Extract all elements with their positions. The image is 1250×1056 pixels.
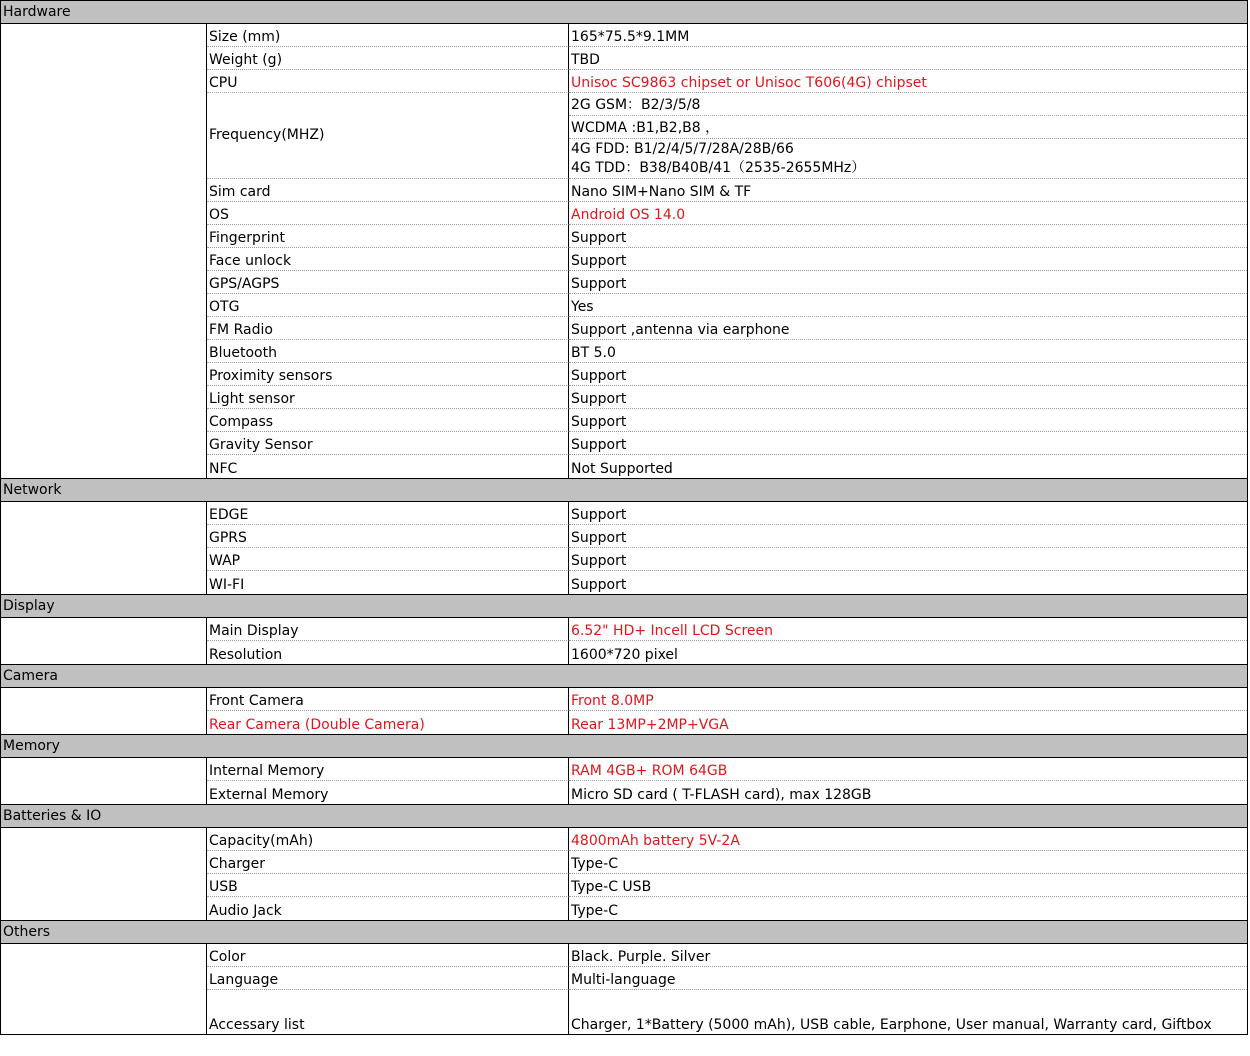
spec-label: CPU [207,70,569,93]
spec-label: NFC [207,455,569,478]
section-memory [0,734,1248,804]
section-camera [0,664,1248,734]
spec-label: USB [207,874,569,897]
section-header: Network [1,479,1247,502]
section-header: Hardware [1,1,1247,24]
spec-label: Face unlock [207,248,569,271]
section-header: Display [1,595,1247,618]
spec-label: OTG [207,294,569,317]
spec-label: Main Display [207,618,569,641]
spec-label: Light sensor [207,386,569,409]
section-indent-cell [1,758,207,804]
spec-value: BT 5.0 [569,340,1247,363]
spec-label: WI-FI [207,571,569,594]
spec-value: Unisoc SC9863 chipset or Unisoc T606(4G) chipset [569,70,1247,93]
section-network [0,478,1248,594]
spec-value: Charger, 1*Battery (5000 mAh), USB cable, Earphone, User manual, Warranty card, Giftbox [571,1017,1212,1033]
section-header: Memory [1,735,1247,758]
spec-label: Proximity sensors [207,363,569,386]
spec-value: 4800mAh battery 5V-2A [569,828,1247,851]
spec-value: Micro SD card ( T-FLASH card), max 128GB [571,787,872,803]
spec-value-list [569,93,1247,179]
spec-value: Type-C [569,851,1247,874]
spec-value: Support [569,225,1247,248]
spec-label: WAP [207,548,569,571]
spec-label: Internal Memory [207,758,569,781]
section-indent-cell [1,688,207,734]
spec-label: Compass [207,409,569,432]
frequency-band-line: WCDMA :B1,B2,B8 ， [569,116,1247,139]
section-header: Batteries & IO [1,805,1247,828]
spec-value: RAM 4GB+ ROM 64GB [569,758,1247,781]
spec-label: Front Camera [207,688,569,711]
section-display [0,594,1248,664]
section-indent-cell [1,944,207,1034]
section-indent-cell [1,618,207,664]
spec-value: 165*75.5*9.1MM [569,24,1247,47]
spec-label: Audio Jack [207,897,569,920]
spec-value: Multi-language [569,967,1247,990]
spec-label: Size (mm) [207,24,569,47]
spec-label: Gravity Sensor [207,432,569,455]
spec-label: Rear Camera (Double Camera) [207,711,569,734]
spec-label: Color [207,944,569,967]
spec-value: Support [569,525,1247,548]
spec-value: Nano SIM+Nano SIM & TF [569,179,1247,202]
spec-value: Support [569,502,1247,525]
spec-label: GPRS [207,525,569,548]
spec-value: Support [569,386,1247,409]
spec-label: Bluetooth [207,340,569,363]
section-header: Others [1,921,1247,944]
spec-label: Fingerprint [207,225,569,248]
section-indent-cell [1,502,207,594]
spec-value: Rear 13MP+2MP+VGA [571,717,729,733]
spec-value: Android OS 14.0 [569,202,1247,225]
spec-value: Support [569,363,1247,386]
section-indent-cell [1,24,207,478]
spec-value: Support [569,409,1247,432]
spec-label: Accessary list [207,990,569,1034]
spec-value: Yes [569,294,1247,317]
section-batteries-io [0,804,1248,920]
spec-label: Language [207,967,569,990]
spec-value: Black. Purple. Silver [569,944,1247,967]
spec-value: Not Supported [571,461,673,477]
spec-label: Weight (g) [207,47,569,70]
table-bottom-border [0,1034,1248,1035]
spec-value: Front 8.0MP [569,688,1247,711]
spec-label: GPS/AGPS [207,271,569,294]
spec-value: Support [569,548,1247,571]
spec-value: Support [569,271,1247,294]
section-header: Camera [1,665,1247,688]
spec-label: Sim card [207,179,569,202]
spec-label: Resolution [207,641,569,664]
spec-value: Support [569,248,1247,271]
spec-label: Capacity(mAh) [207,828,569,851]
spec-value: TBD [569,47,1247,70]
section-others [0,920,1248,1034]
spec-label: FM Radio [207,317,569,340]
spec-value: Support [569,432,1247,455]
spec-value: 1600*720 pixel [571,647,678,663]
spec-label: Frequency(MHZ) [207,93,569,179]
frequency-band-line: 2G GSM：B2/3/5/8 [569,93,1247,116]
spec-value: Type-C USB [569,874,1247,897]
spec-value: Support [571,577,627,593]
spec-value: Support ,antenna via earphone [569,317,1247,340]
frequency-band-line: 4G FDD: B1/2/4/5/7/28A/28B/66 4G TDD：B38/B40B/41（2535-2655MHz） [571,141,866,176]
section-indent-cell [1,828,207,920]
spec-label: EDGE [207,502,569,525]
spec-label: OS [207,202,569,225]
spec-label: Charger [207,851,569,874]
section-hardware [0,0,1248,478]
spec-label: External Memory [207,781,569,804]
spec-value: Type-C [571,903,618,919]
spec-value: 6.52" HD+ Incell LCD Screen [569,618,1247,641]
